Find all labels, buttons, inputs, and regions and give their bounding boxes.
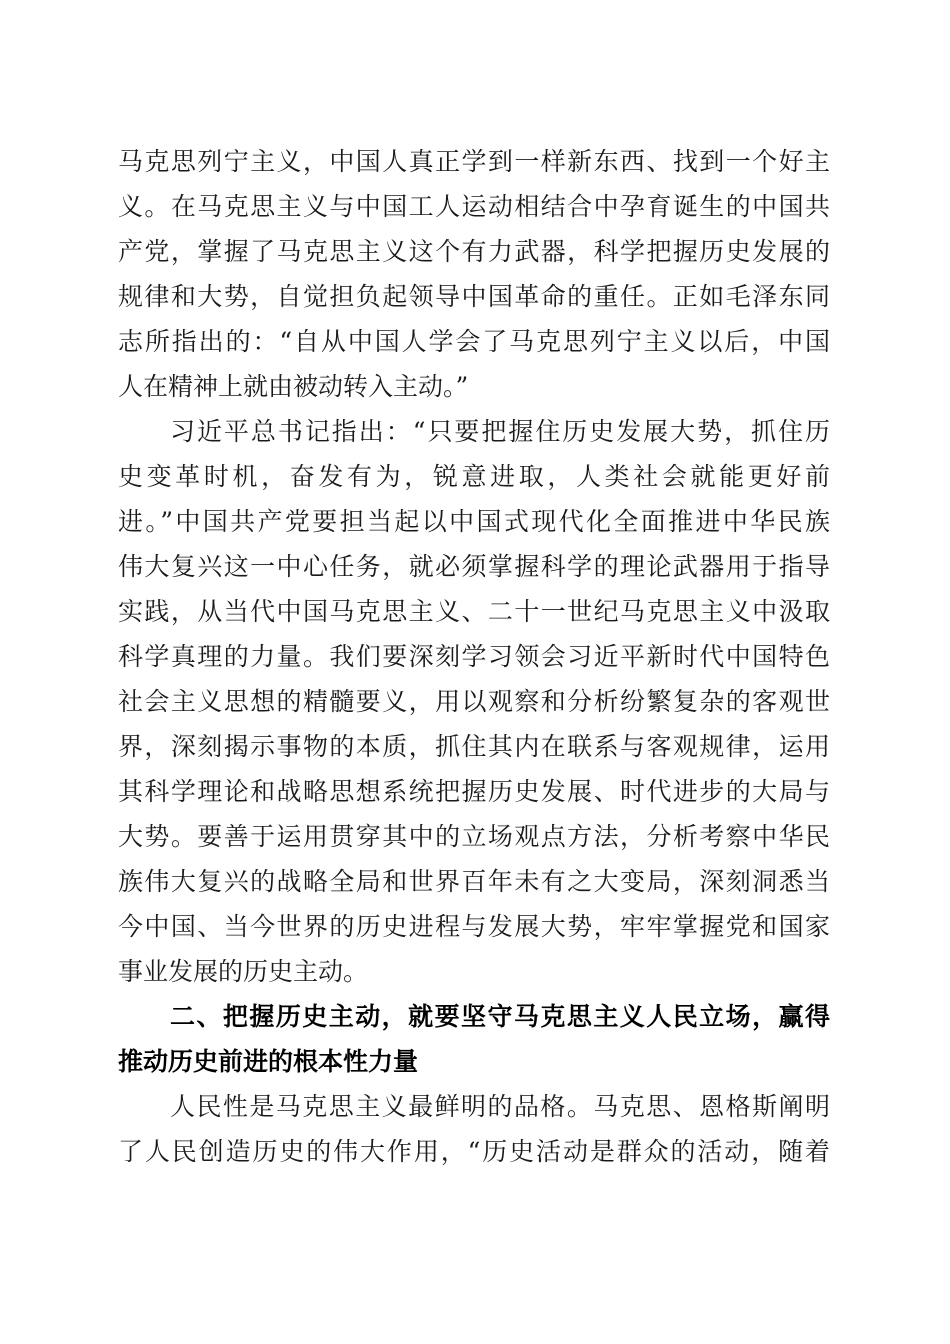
- paragraph-line: 义。在马克思主义与中国工人运动相结合中孕育诞生的中国共: [118, 192, 830, 221]
- paragraph-line: 界，深刻揭示事物的本质，抓住其内在联系与客观规律，运用: [118, 732, 830, 761]
- paragraph-line: 史变革时机，奋发有为，锐意进取，人类社会就能更好前: [118, 462, 830, 491]
- section-heading: 二、把握历史主动，就要坚守马克思主义人民立场，赢得: [170, 1002, 830, 1031]
- paragraph-line: 产党，掌握了马克思主义这个有力武器，科学把握历史发展的: [118, 237, 830, 266]
- paragraph-line: 事业发展的历史主动。: [118, 957, 369, 986]
- paragraph-line: 实践，从当代中国马克思主义、二十一世纪马克思主义中汲取: [118, 597, 830, 626]
- paragraph-line: 其科学理论和战略思想系统把握历史发展、时代进步的大局与: [118, 777, 830, 806]
- paragraph-line: 大势。要善于运用贯穿其中的立场观点方法，分析考察中华民: [118, 822, 830, 851]
- paragraph-line: 科学真理的力量。我们要深刻学习领会习近平新时代中国特色: [118, 642, 830, 671]
- paragraph-line: 志所指出的：“自从中国人学会了马克思列宁主义以后，中国: [118, 327, 830, 356]
- paragraph-line: 规律和大势，自觉担负起领导中国革命的重任。正如毛泽东同: [118, 282, 830, 311]
- paragraph-line: 人在精神上就由被动转入主动。”: [118, 372, 469, 401]
- section-heading: 推动历史前进的根本性力量: [118, 1047, 419, 1076]
- paragraph-line: 伟大复兴这一中心任务，就必须掌握科学的理论武器用于指导: [118, 552, 830, 581]
- paragraph-line: 人民性是马克思主义最鲜明的品格。马克思、恩格斯阐明: [170, 1092, 830, 1121]
- paragraph-line: 族伟大复兴的战略全局和世界百年未有之大变局，深刻洞悉当: [118, 867, 830, 896]
- paragraph-line: 今中国、当今世界的历史进程与发展大势，牢牢掌握党和国家: [118, 912, 830, 941]
- paragraph-line: 马克思列宁主义，中国人真正学到一样新东西、找到一个好主: [118, 147, 830, 176]
- paragraph-line: 习近平总书记指出：“只要把握住历史发展大势，抓住历: [170, 417, 830, 446]
- paragraph-line: 社会主义思想的精髓要义，用以观察和分析纷繁复杂的客观世: [118, 687, 830, 716]
- paragraph-line: 了人民创造历史的伟大作用，“历史活动是群众的活动，随着: [118, 1137, 830, 1166]
- paragraph-line: 进。”中国共产党要担当起以中国式现代化全面推进中华民族: [118, 507, 830, 536]
